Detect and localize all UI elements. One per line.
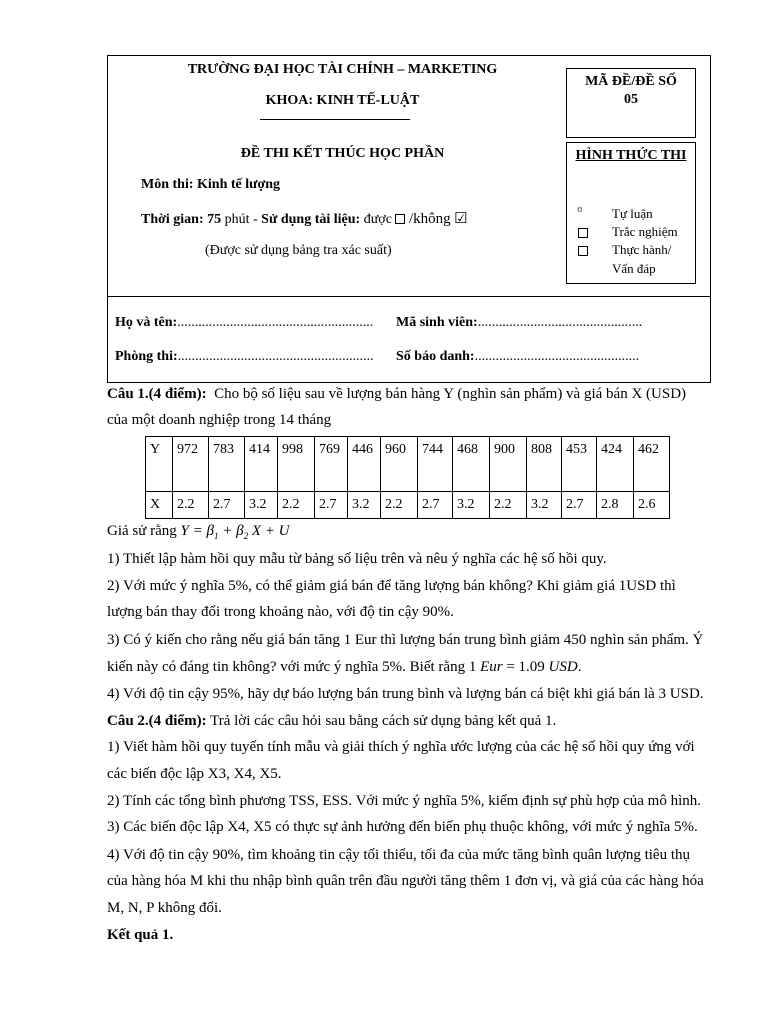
format-option-practical: Thực hành/ xyxy=(612,242,672,257)
table-cell: 3.2 xyxy=(527,492,562,519)
q2-intro-line xyxy=(107,711,556,731)
format-option-oral: Vấn đáp xyxy=(612,261,656,276)
exam-title: ĐỀ THI KẾT THÚC HỌC PHẦN xyxy=(240,146,445,161)
table-cell: 2.2 xyxy=(490,492,527,519)
room-label: Phòng thi: xyxy=(115,349,178,364)
q2-item-2 xyxy=(107,791,701,811)
materials-not: /không xyxy=(408,211,451,227)
q1-item-4 xyxy=(107,684,704,704)
title-underline xyxy=(260,119,410,120)
materials-label: Sử dụng tài liệu: xyxy=(261,212,361,227)
q2-item-4-pct: 90%, xyxy=(212,847,244,863)
table-cell: 453 xyxy=(562,437,597,492)
header-divider xyxy=(107,296,711,297)
table-cell: 744 xyxy=(418,437,453,492)
q2-item-2-text-b: kiểm định sự phù hợp của mô hình. xyxy=(488,793,702,809)
time-value: 75 xyxy=(207,212,222,227)
table-cell: 2.7 xyxy=(209,492,245,519)
q1-item-4-text-a: 4) Với độ tin cậy xyxy=(107,686,209,702)
student-name-line xyxy=(115,315,373,331)
format-option-essay: Tự luận xyxy=(612,206,653,221)
q1-title: Câu 1.(4 điểm): xyxy=(107,386,207,402)
q1-item-2b-pct: 90%. xyxy=(422,604,454,620)
q2-item-4d: M, N, P không đổi. xyxy=(107,900,222,916)
q2-item-3-pct: 5%. xyxy=(674,819,698,835)
q1-item-4-pct: 95%, xyxy=(212,686,244,702)
q2-item-2-pct: 5%, xyxy=(460,793,485,809)
materials-allowed: được xyxy=(363,212,392,227)
table-cell: 2.7 xyxy=(562,492,597,519)
student-name-field[interactable]: ........................................................ xyxy=(177,315,374,330)
student-id-label: Mã sinh viên: xyxy=(396,315,478,330)
table-cell: 462 xyxy=(634,437,670,492)
note-text: (Được sử dụng bảng tra xác suất) xyxy=(205,243,392,258)
table-cell: 972 xyxy=(173,437,209,492)
table-cell: 468 xyxy=(453,437,490,492)
q2-title: Câu 2.(4 điểm): xyxy=(107,713,207,729)
format-marker-icon: ¤ xyxy=(577,204,583,216)
q1-exchange-formula: 1 Eur = 1.09 USD. xyxy=(468,659,582,675)
subject-line xyxy=(141,177,280,193)
q2-item-4-text-a: 4) Với độ tin cậy xyxy=(107,847,209,863)
table-cell: 446 xyxy=(348,437,381,492)
q1-item-2b-text: lượng bán thay đổi trong khoảng nào, với độ tin cậy xyxy=(107,604,419,620)
table-cell-y-label: Y xyxy=(146,437,173,492)
q1-item-4-text-b: hãy dự báo lượng bán trung bình và lượng bán cá biệt khi giá bán là 3 USD. xyxy=(247,686,704,702)
seat-field[interactable]: ............................................... xyxy=(474,349,640,364)
q2-item-1a: 1) Viết hàm hồi quy tuyến tính mẫu và giải thích ý nghĩa ước lượng của các hệ số hồi quy ứng với xyxy=(107,739,695,755)
q1-data-table xyxy=(145,436,670,519)
table-cell: 998 xyxy=(278,437,315,492)
exam-code-label: MÃ ĐỀ/ĐỀ SỐ xyxy=(585,74,677,89)
table-cell: 2.2 xyxy=(381,492,418,519)
faculty-name: KHOA: KINH TẾ-LUẬT xyxy=(265,93,420,108)
table-cell: 900 xyxy=(490,437,527,492)
table-cell-x-label: X xyxy=(146,492,173,519)
time-line xyxy=(141,209,468,228)
exam-code-value: 05 xyxy=(624,92,638,107)
q1-item-1: 1) Thiết lập hàm hồi quy mẫu từ bảng số liệu trên và nêu ý nghĩa các hệ số hồi quy. xyxy=(107,551,607,567)
time-unit: phút - xyxy=(224,212,258,227)
table-cell: 2.2 xyxy=(173,492,209,519)
q2-item-1b: các biến độc lập X3, X4, X5. xyxy=(107,766,282,782)
time-label: Thời gian: xyxy=(141,212,204,227)
q1-intro-line-1 xyxy=(107,384,686,404)
student-name-label: Họ và tên: xyxy=(115,315,178,330)
q2-item-4a xyxy=(107,845,690,865)
q1-item-2a: 2) Với mức ý nghĩa 5%, có thể giảm giá bán để tăng lượng bán không? Khi giảm giá 1USD thì xyxy=(107,578,676,594)
table-cell: 3.2 xyxy=(348,492,381,519)
q1-assume-text: Giả sử rằng xyxy=(107,523,177,539)
table-cell: 960 xyxy=(381,437,418,492)
q1-intro-line-2: của một doanh nghiệp trong 14 tháng xyxy=(107,412,332,428)
table-row-y xyxy=(146,437,670,492)
table-cell: 808 xyxy=(527,437,562,492)
q1-intro-1: Cho bộ số liệu sau về lượng bán hàng Y (nghìn sản phẩm) và giá bán X (USD) xyxy=(214,386,687,402)
student-id-field[interactable]: ............................................... xyxy=(477,315,643,330)
university-name: TRƯỜNG ĐẠI HỌC TÀI CHÍNH – MARKETING xyxy=(187,62,498,77)
table-row-x xyxy=(146,492,670,519)
q1-item-2b xyxy=(107,602,454,622)
checkbox-allowed-icon[interactable] xyxy=(395,214,405,224)
q2-item-2-text-a: 2) Tính các tổng bình phương TSS, ESS. Với mức ý nghĩa xyxy=(107,793,458,809)
table-cell: 2.6 xyxy=(634,492,670,519)
exam-format-title: HÌNH THỨC THI xyxy=(575,148,687,163)
seat-line xyxy=(396,349,639,365)
room-line xyxy=(115,349,374,365)
student-id-line xyxy=(396,315,642,331)
table-cell: 3.2 xyxy=(453,492,490,519)
q2-item-4-text-b: tìm khoảng tin cậy tối thiểu, tối đa của mức tăng bình quân lượng tiêu thụ xyxy=(247,847,691,863)
subject-value: Kinh tế lượng xyxy=(197,177,281,192)
checkbox-multiple-choice-icon[interactable] xyxy=(578,228,588,238)
q2-item-3 xyxy=(107,817,698,837)
table-cell: 783 xyxy=(209,437,245,492)
subject-label: Môn thi: xyxy=(141,177,194,192)
q1-assumption xyxy=(107,521,289,546)
q2-intro: Trả lời các câu hỏi sau bằng cách sử dụng bảng kết quả 1. xyxy=(210,713,557,729)
checkbox-practical-icon[interactable] xyxy=(578,246,588,256)
table-cell: 414 xyxy=(245,437,278,492)
table-cell: 424 xyxy=(597,437,634,492)
checked-box-icon[interactable]: ☑ xyxy=(454,211,468,227)
result-title: Kết quả 1. xyxy=(107,927,174,943)
q1-model-formula: $Y = \beta_1 + \beta_2$ X + U xyxy=(180,523,290,541)
q1-item-3b-text: kiến này có đáng tin không? với mức ý nghĩa 5%. Biết rằng xyxy=(107,659,466,675)
table-cell: 2.7 xyxy=(315,492,348,519)
q1-item-3b xyxy=(107,657,581,677)
table-cell: 2.2 xyxy=(278,492,315,519)
table-cell: 3.2 xyxy=(245,492,278,519)
table-cell: 769 xyxy=(315,437,348,492)
seat-label: Số báo danh: xyxy=(396,349,475,364)
table-cell: 2.8 xyxy=(597,492,634,519)
q2-item-4c: của hàng hóa M khi thu nhập bình quân trên đầu người tăng thêm 1 đơn vị, và giá của các hàng hóa xyxy=(107,873,704,889)
q2-item-3-text: 3) Các biến độc lập X4, X5 có thực sự ảnh hưởng đến biến phụ thuộc không, với mức ý nghĩa xyxy=(107,819,671,835)
format-option-multiple-choice: Trắc nghiệm xyxy=(612,224,678,239)
q1-item-3a: 3) Có ý kiến cho rằng nếu giá bán tăng 1 Eur thì lượng bán trung bình giảm 450 nghìn sản phẩm. Ý xyxy=(107,632,704,648)
room-field[interactable]: ........................................................ xyxy=(177,349,374,364)
table-cell: 2.7 xyxy=(418,492,453,519)
